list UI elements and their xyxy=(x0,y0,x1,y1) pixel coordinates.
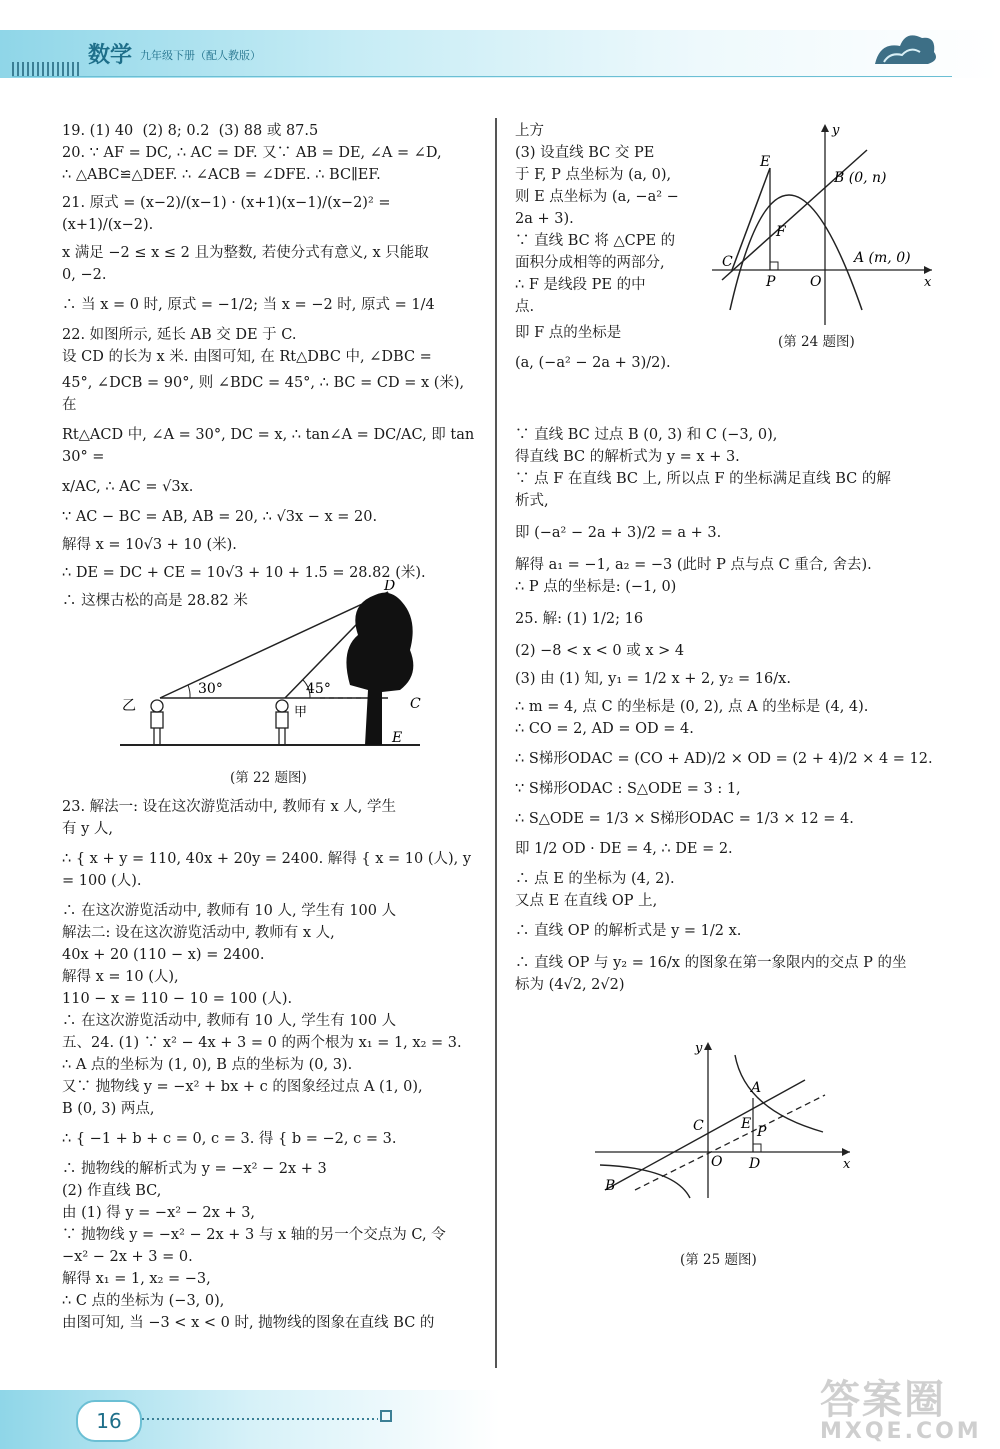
text-line: 解得 x₁ = 1, x₂ = −3, xyxy=(62,1271,211,1287)
text-line: (3) 设直线 BC 交 PE xyxy=(515,145,655,161)
figure-25-caption: (第 25 题图) xyxy=(680,1252,757,1268)
book-subtitle: 九年级下册（配人教版） xyxy=(140,49,261,62)
text-line: ∴ m = 4, 点 C 的坐标是 (0, 2), 点 A 的坐标是 (4, 4). xyxy=(515,699,869,715)
text-line: 点. xyxy=(515,299,535,315)
label-jia: 甲 xyxy=(294,705,308,720)
text-line: 五、24. (1) ∵ x² − 4x + 3 = 0 的两个根为 x₁ = 1, x₂ = 3. xyxy=(62,1035,462,1051)
text-line: 解得 x = 10 (人), xyxy=(62,969,179,985)
text-line: ∴ 在这次游览活动中, 教师有 10 人, 学生有 100 人 xyxy=(62,903,397,919)
text-line: (3) 由 (1) 知, y₁ = 1/2 x + 2, y₂ = 16/x. xyxy=(515,671,791,687)
label-d: D xyxy=(384,580,396,594)
text-line: 有 y 人, xyxy=(62,821,114,837)
text-line: ∴ 抛物线的解析式为 y = −x² − 2x + 3 xyxy=(62,1161,327,1177)
text-line: 即 (−a² − 2a + 3)/2 = a + 3. xyxy=(515,525,722,541)
angle-30-label: 30° xyxy=(198,681,223,697)
text-line: ∴ 点 E 的坐标为 (4, 2). xyxy=(515,871,675,887)
text-line: 析式, xyxy=(515,493,549,509)
text-line: ∴ 当 x = 0 时, 原式 = −1/2; 当 x = −2 时, 原式 = 1/4 xyxy=(62,297,435,313)
text-line: 解得 a₁ = −1, a₂ = −3 (此时 P 点与点 C 重合, 舍去). xyxy=(515,557,872,573)
text-line: 设 CD 的长为 x 米. 由图可知, 在 Rt△DBC 中, ∠DBC = xyxy=(62,349,432,365)
text-line: x/AC, ∴ AC = √3x. xyxy=(62,479,194,495)
figure-25 xyxy=(595,1040,860,1200)
text-line: 20. ∵ AF = DC, ∴ AC = DF. 又∵ AB = DE, ∠A = ∠D, xyxy=(62,145,442,161)
text-line: ∴ { −1 + b + c = 0, c = 3. 得 { b = −2, c = 3. xyxy=(62,1131,397,1147)
footer-square-icon xyxy=(380,1410,392,1422)
axis-y-label: y xyxy=(832,123,840,138)
figure-22-caption: (第 22 题图) xyxy=(230,770,307,786)
text-line: B (0, 3) 两点, xyxy=(62,1101,155,1117)
text-line: ∴ CO = 2, AD = OD = 4. xyxy=(515,721,694,737)
text-line: 0, −2. xyxy=(62,267,107,283)
text-line: ∴ A 点的坐标为 (1, 0), B 点的坐标为 (0, 3). xyxy=(62,1057,353,1073)
origin-o-label: O xyxy=(810,274,822,290)
figure-22 xyxy=(120,580,440,750)
text-line: 得直线 BC 的解析式为 y = x + 3. xyxy=(515,449,740,465)
point-b-label: B xyxy=(605,1178,616,1194)
watermark-line-2: MXQE.COM xyxy=(820,1419,982,1444)
text-line: (a, (−a² − 2a + 3)/2). xyxy=(515,355,671,371)
text-line: (2) 作直线 BC, xyxy=(62,1183,162,1199)
text-line: 上方 xyxy=(515,123,544,139)
axis-x-label: x xyxy=(924,275,932,290)
text-line: ∵ AC − BC = AB, AB = 20, ∴ √3x − x = 20. xyxy=(62,509,378,525)
text-line: ∴ DE = DC + CE = 10√3 + 10 + 1.5 = 28.82 (米). xyxy=(62,565,426,581)
text-line: x 满足 −2 ≤ x ≤ 2 且为整数, 若使分式有意义, x 只能取 xyxy=(62,245,429,261)
point-a-label: A xyxy=(751,1080,762,1096)
text-line: 标为 (4√2, 2√2) xyxy=(515,977,625,993)
point-e-label: E xyxy=(760,154,771,170)
text-line: ∵ 直线 BC 将 △CPE 的 xyxy=(515,233,676,249)
label-yi: 乙 xyxy=(122,698,136,714)
text-line: Rt△ACD 中, ∠A = 30°, DC = x, ∴ tan∠A = DC/AC, 即 tan 30° = xyxy=(62,427,479,465)
text-line: ∵ 抛物线 y = −x² − 2x + 3 与 x 轴的另一个交点为 C, 令 xyxy=(62,1227,446,1243)
column-divider xyxy=(495,118,497,1368)
text-line: ∴ { x + y = 110, 40x + 20y = 2400. 解得 { x = 10 (人), y = 100 (人). xyxy=(62,851,476,889)
text-line: 19. (1) 40 (2) 8; 0.2 (3) 88 或 87.5 xyxy=(62,123,319,139)
text-line: ∵ 直线 BC 过点 B (0, 3) 和 C (−3, 0), xyxy=(515,427,778,443)
text-line: ∴ C 点的坐标为 (−3, 0), xyxy=(62,1293,225,1309)
point-c-label: C xyxy=(722,254,733,270)
label-e: E xyxy=(392,730,403,746)
point-b-label: B (0, n) xyxy=(834,170,887,186)
point-d-label: D xyxy=(749,1156,761,1172)
right-column-top xyxy=(515,120,715,374)
text-line: ∴ S△ODE = 1/3 × S梯形ODAC = 1/3 × 12 = 4. xyxy=(515,811,854,827)
text-line: ∴ S梯形ODAC = (CO + AD)/2 × OD = (2 + 4)/2 × 4 = 12. xyxy=(515,751,933,767)
page-number: 16 xyxy=(76,1400,142,1442)
text-line: 即 1/2 OD · DE = 4, ∴ DE = 2. xyxy=(515,841,733,857)
text-line: ∴ F 是线段 PE 的中 xyxy=(515,277,646,293)
watermark xyxy=(820,1368,982,1444)
point-a-label: A (m, 0) xyxy=(854,250,911,266)
text-line: 由图可知, 当 −3 < x < 0 时, 抛物线的图象在直线 BC 的 xyxy=(62,1315,435,1331)
left-column-top xyxy=(62,120,482,612)
left-column-bottom xyxy=(62,796,482,1334)
point-p-label: P xyxy=(766,274,776,290)
watermark-line-1: 答案圈 xyxy=(820,1377,946,1423)
figure-24-caption: (第 24 题图) xyxy=(778,334,855,350)
text-line: 40x + 20 (110 − x) = 2400. xyxy=(62,947,265,963)
point-p-label: P xyxy=(757,1124,767,1140)
text-line: ∴ △ABC≌△DEF. ∴ ∠ACB = ∠DFE. ∴ BC∥EF. xyxy=(62,167,381,183)
axis-y-label: y xyxy=(695,1041,703,1056)
text-line: 面积分成相等的两部分, xyxy=(515,255,665,271)
text-line: 则 E 点坐标为 (a, −a² − xyxy=(515,189,679,205)
text-line: ∵ S梯形ODAC : S△ODE = 3 : 1, xyxy=(515,781,741,797)
text-line: 2a + 3). xyxy=(515,211,574,227)
text-line: ∴ 直线 OP 的解析式是 y = 1/2 x. xyxy=(515,923,742,939)
origin-o-label: O xyxy=(711,1154,723,1170)
label-c: C xyxy=(410,696,421,712)
text-line: 又点 E 在直线 OP 上, xyxy=(515,893,658,909)
axis-x-label: x xyxy=(843,1157,851,1172)
cloud-logo-icon xyxy=(870,22,940,77)
text-line: 解得 x = 10√3 + 10 (米). xyxy=(62,537,237,553)
text-line: 22. 如图所示, 延长 AB 交 DE 于 C. xyxy=(62,327,297,343)
text-line: 23. 解法一: 设在这次游览活动中, 教师有 x 人, 学生 xyxy=(62,799,396,815)
angle-45-label: 45° xyxy=(306,681,331,697)
header-tick-marks xyxy=(12,62,82,76)
header-rule xyxy=(12,76,952,77)
text-line: 由 (1) 得 y = −x² − 2x + 3, xyxy=(62,1205,256,1221)
text-line: ∴ P 点的坐标是: (−1, 0) xyxy=(515,579,677,595)
point-c-label: C xyxy=(693,1118,704,1134)
text-line: 又∵ 抛物线 y = −x² + bx + c 的图象经过点 A (1, 0), xyxy=(62,1079,423,1095)
text-line: ∴ 这棵古松的高是 28.82 米 xyxy=(62,593,248,609)
text-line: (2) −8 < x < 0 或 x > 4 xyxy=(515,643,685,659)
right-column-main xyxy=(515,424,945,996)
text-line: 于 F, P 点坐标为 (a, 0), xyxy=(515,167,672,183)
subject-title: 数学 xyxy=(88,43,133,68)
point-e-label: E xyxy=(741,1116,752,1132)
text-line: 25. 解: (1) 1/2; 16 xyxy=(515,611,644,627)
text-line: 21. 原式 = (x−2)/(x−1) · (x+1)(x−1)/(x−2)² = (x+1)/(x−2). xyxy=(62,195,396,233)
text-line: 即 F 点的坐标是 xyxy=(515,325,622,341)
text-line: ∵ 点 F 在直线 BC 上, 所以点 F 的坐标满足直线 BC 的解 xyxy=(515,471,891,487)
text-line: 110 − x = 110 − 10 = 100 (人). xyxy=(62,991,293,1007)
figure-24 xyxy=(712,120,937,330)
text-line: ∴ 直线 OP 与 y₂ = 16/x 的图象在第一象限内的交点 P 的坐 xyxy=(515,955,907,971)
footer-dotted-line xyxy=(142,1418,378,1420)
text-line: 45°, ∠DCB = 90°, 则 ∠BDC = 45°, ∴ BC = CD = x (米), 在 xyxy=(62,375,469,413)
point-f-label: F xyxy=(776,224,786,240)
text-line: 解法二: 设在这次游览活动中, 教师有 x 人, xyxy=(62,925,335,941)
text-line: −x² − 2x + 3 = 0. xyxy=(62,1249,193,1265)
text-line: ∴ 在这次游览活动中, 教师有 10 人, 学生有 100 人 xyxy=(62,1013,397,1029)
